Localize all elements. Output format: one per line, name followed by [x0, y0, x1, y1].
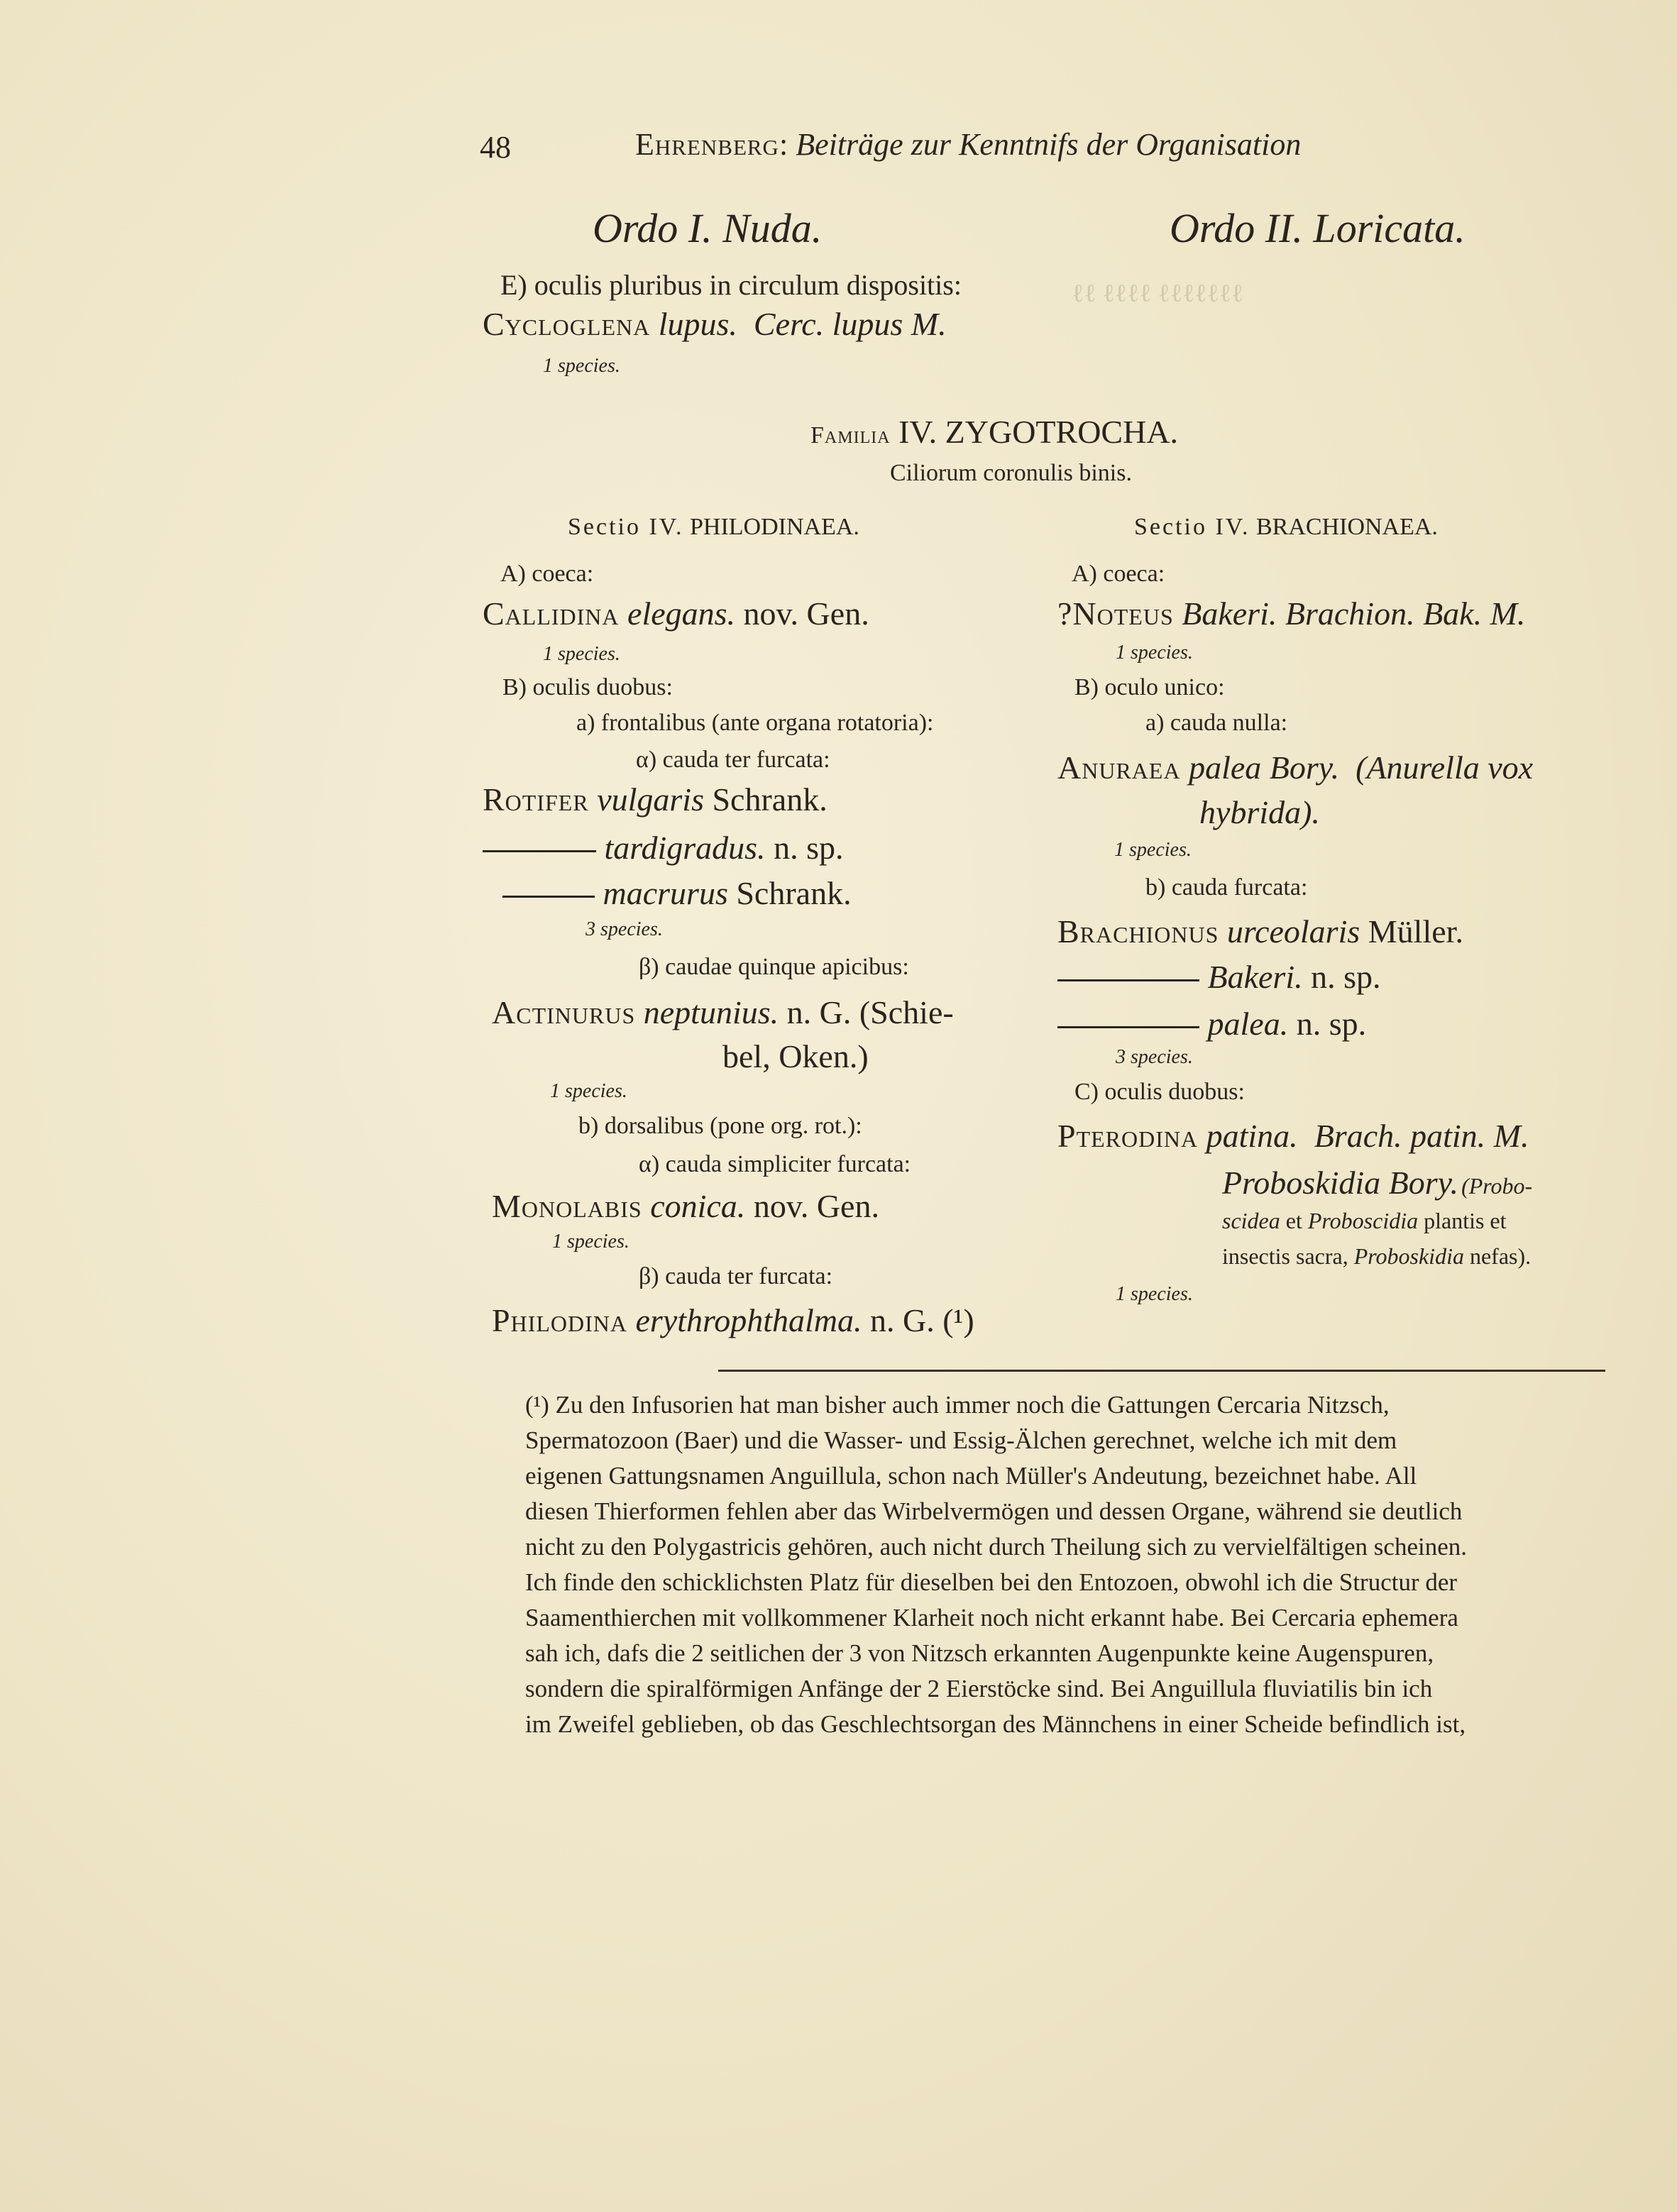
species-count: 1 species.: [1116, 642, 1193, 664]
page-number: 48: [480, 130, 511, 165]
section-brachionaea-title: [1134, 514, 1438, 541]
noteus-entry: [1057, 595, 1525, 632]
author: Schrank.: [736, 875, 852, 911]
proboskidia-note-line2: [1222, 1208, 1507, 1234]
header-author: Ehrenberg: [635, 127, 779, 162]
actinurus-entry: [492, 994, 954, 1031]
species-name: erythrophthalma.: [635, 1302, 862, 1338]
footnote-line: sah ich, dafs die 2 seitlichen der 3 von Nitzsch erkannten Augenpunkte keine Augenspuren,: [525, 1639, 1434, 1667]
species-name: palea.: [1207, 1006, 1289, 1042]
note-word: scidea: [1222, 1208, 1280, 1233]
species-count: 3 species.: [585, 918, 663, 940]
species-count: 3 species.: [1116, 1046, 1193, 1068]
group-a-coeca: A) coeca:: [500, 561, 594, 587]
subgroup-b-furcata: b) cauda furcata:: [1145, 874, 1308, 901]
footnote-line: sondern die spiralförmigen Anfänge der 2 Eierstöcke sind. Bei Anguillula fluviatilis bin ich: [525, 1675, 1433, 1702]
ordo-left-heading: Ordo I. Nuda.: [593, 205, 823, 251]
genus-name: Anuraea: [1057, 749, 1181, 786]
genus-name: Pterodina: [1057, 1118, 1199, 1154]
footnote-line: im Zweifel geblieben, ob das Geschlechtsorgan des Männchens in einer Scheide befindlich ist,: [525, 1710, 1466, 1738]
species-count: 1 species.: [543, 643, 620, 665]
subgroup-beta-ter: β) cauda ter furcata:: [639, 1263, 833, 1289]
group-c-oculis-duobus: C) oculis duobus:: [1074, 1079, 1245, 1105]
subgroup-alpha-simpliciter: α) cauda simpliciter furcata:: [639, 1151, 911, 1177]
rotifer-entry: [483, 781, 827, 818]
monolabis-entry: [492, 1187, 879, 1225]
familia-subtitle: Ciliorum coronulis binis.: [890, 460, 1132, 486]
note-word: et: [1285, 1208, 1302, 1233]
ditto-dash: [502, 896, 595, 898]
anuraea-entry: [1057, 749, 1533, 786]
section-name: BRACHIONAEA.: [1255, 514, 1438, 540]
species-name: patina.: [1206, 1118, 1298, 1154]
genus-name: Actinurus: [492, 994, 636, 1030]
callidina-entry: [483, 595, 869, 632]
note: (Probo-: [1461, 1173, 1533, 1199]
note: n. G. (Schie-: [786, 994, 954, 1030]
ditto-dash: [1057, 979, 1199, 981]
familia-heading: [810, 413, 1178, 451]
note-word: Proboscidia: [1307, 1208, 1419, 1233]
subgroup-beta-caudae: β) caudae quinque apicibus:: [639, 954, 909, 980]
synonym: Cerc. lupus M.: [753, 306, 947, 342]
species-count: 1 species.: [550, 1080, 627, 1102]
genus-name: Callidina: [483, 595, 620, 632]
note: n. G. (¹): [870, 1302, 974, 1338]
actinurus-note-cont: bel, Oken.): [722, 1038, 869, 1074]
footnote-line: Spermatozoon (Baer) und die Wasser- und Essig-Älchen gerechnet, welche ich mit dem: [525, 1426, 1397, 1454]
note-word: insectis sacra,: [1222, 1243, 1348, 1269]
note-word: Proboskidia: [1353, 1243, 1464, 1269]
section-name: PHILODINAEA.: [689, 514, 859, 540]
species-name: macrurus: [603, 875, 728, 911]
note: n. sp.: [1296, 1006, 1367, 1042]
anuraea-syn-cont: hybrida).: [1199, 794, 1320, 830]
section-prefix: Sectio IV.: [568, 514, 684, 540]
genus-name: Monolabis: [492, 1188, 642, 1224]
species-name: lupus.: [658, 306, 737, 342]
genus-name: Cycloglena: [483, 306, 651, 342]
tardigradus-entry: [483, 829, 843, 866]
footnote-line: nicht zu den Polygastricis gehören, auch nicht durch Theilung sich zu vervielfältigen scheinen.: [525, 1533, 1468, 1561]
philodina-entry: [492, 1302, 974, 1339]
species-name: neptunius.: [643, 994, 779, 1030]
species-count: 1 species.: [1114, 839, 1192, 861]
running-header: Ehrenberg: Beiträge zur Kenntnifs der Organisation: [635, 127, 1302, 162]
proboskidia-note-line3: [1222, 1243, 1531, 1270]
footnote-block: [525, 1387, 1611, 1742]
group-a-coeca: A) coeca:: [1072, 561, 1165, 587]
palea-entry: [1057, 1005, 1366, 1042]
species-name: Bakeri.: [1182, 595, 1277, 632]
genus-name: ?Noteus: [1057, 595, 1174, 632]
species-count: 1 species.: [552, 1231, 629, 1253]
group-b-oculis-duobus: B) oculis duobus:: [502, 674, 673, 700]
note-word: nefas).: [1469, 1243, 1532, 1269]
subgroup-alpha-cauda-ter: α) cauda ter furcata:: [636, 747, 830, 773]
note: nov. Gen.: [753, 1188, 879, 1224]
ordo-right-heading: Ordo II. Loricata.: [1170, 205, 1466, 251]
species-name: elegans.: [627, 595, 736, 632]
proboskidia-line: [1222, 1164, 1532, 1201]
species-name: vulgaris: [597, 781, 704, 818]
footnote-line: (¹) Zu den Infusorien hat man bisher auch immer noch die Gattungen Cercaria Nitzsch,: [525, 1391, 1390, 1419]
species-name: palea Bory.: [1189, 749, 1340, 786]
cycloglena-entry: [483, 305, 947, 343]
familia-label: Familia: [810, 422, 891, 449]
macrurus-entry: [502, 874, 852, 912]
species-name: conica.: [650, 1188, 746, 1224]
footnote-line: diesen Thierformen fehlen aber das Wirbelvermögen und dessen Organe, während sie deutlich: [525, 1497, 1463, 1525]
synonym: (Anurella vox: [1356, 749, 1534, 786]
group-e-oculis-pluribus: E) oculis pluribus in circulum dispositis:: [500, 269, 962, 301]
section-philodinaea-title: [568, 514, 859, 541]
synonym: Proboskidia Bory.: [1222, 1165, 1459, 1201]
note: n. sp.: [1311, 959, 1381, 995]
ditto-dash: [483, 850, 596, 852]
species-name: urceolaris: [1226, 913, 1360, 950]
species-count: 1 species.: [543, 355, 620, 377]
synonym: Brachion. Bak. M.: [1285, 595, 1526, 632]
footnote-line: eigenen Gattungsnamen Anguillula, schon nach Müller's Andeutung, bezeichnet habe. All: [525, 1462, 1417, 1490]
bleed-through-text: ℓℓ ℓℓℓℓ ℓℓℓℓℓℓℓ: [1072, 279, 1244, 307]
genus-name: Brachionus: [1057, 913, 1219, 950]
footnote-line: Saamenthierchen mit vollkommener Klarheit noch nicht erkannt habe. Bei Cercaria ephemera: [525, 1604, 1458, 1632]
brachionus-entry: [1057, 913, 1463, 950]
group-b-oculo-unico: B) oculo unico:: [1074, 674, 1225, 700]
species-name: tardigradus.: [604, 830, 766, 866]
ditto-dash: [1057, 1026, 1199, 1028]
note-word: plantis et: [1424, 1208, 1507, 1233]
pterodina-entry: [1057, 1117, 1529, 1155]
bakeri-entry: [1057, 958, 1381, 996]
subgroup-a-nulla: a) cauda nulla:: [1145, 710, 1288, 736]
genus-name: Philodina: [492, 1302, 627, 1338]
header-title: Beiträge zur Kenntnifs der Organisation: [796, 127, 1302, 162]
familia-number: IV.: [898, 414, 938, 450]
familia-name: ZYGOTROCHA.: [945, 414, 1179, 450]
synonym: Brach. patin. M.: [1314, 1118, 1529, 1154]
section-prefix: Sectio IV.: [1134, 514, 1250, 540]
note: n. sp.: [774, 830, 844, 866]
subgroup-b-dorsalibus: b) dorsalibus (pone org. rot.):: [578, 1113, 862, 1139]
author: Schrank.: [712, 781, 827, 818]
footnote-line: Ich finde den schicklichsten Platz für dieselben bei den Entozoen, obwohl ich die Structur der: [525, 1568, 1458, 1596]
author: Müller.: [1368, 913, 1463, 950]
species-count: 1 species.: [1116, 1283, 1193, 1305]
subgroup-a-frontalibus: a) frontalibus (ante organa rotatoria):: [576, 710, 934, 736]
footnote-separator: [718, 1370, 1605, 1372]
note: nov. Gen.: [743, 595, 869, 632]
genus-name: Rotifer: [483, 781, 589, 818]
species-name: Bakeri.: [1207, 959, 1303, 995]
